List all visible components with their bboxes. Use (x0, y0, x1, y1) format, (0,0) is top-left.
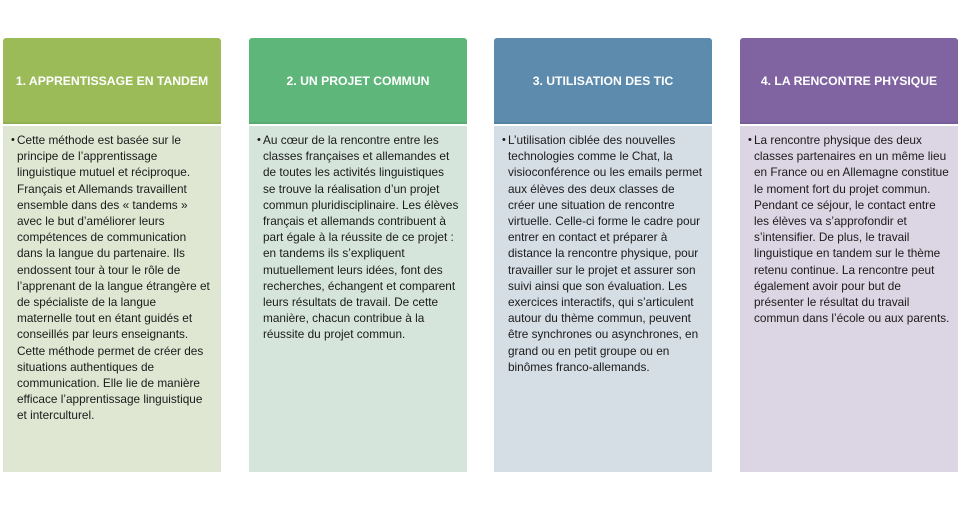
column-la-rencontre-physique (740, 38, 958, 472)
column-title: 3. UTILISATION DES TIC (532, 74, 674, 88)
column-apprentissage-en-tandem (3, 38, 221, 472)
column-un-projet-commun (249, 38, 467, 472)
column-body (249, 126, 467, 472)
bullet-item (748, 132, 950, 326)
bullet-marker: • (257, 134, 261, 146)
column-body (740, 126, 958, 472)
column-header (249, 38, 467, 124)
bullet-marker: • (502, 134, 506, 146)
column-body (494, 126, 712, 472)
column-header (740, 38, 958, 124)
bullet-item (11, 132, 213, 424)
bullet-text: Cette méthode est basée sur le principe de l’apprentissage linguistique mutuel et réciproque. Français et Allemands travaillent ensemble dans des « tandems » avec le but d’améliorer leurs compétences de communication dans la langue du partenaire. Ils endossent tour à tour le rôle de l’apprenant de la langue étrangère et de spécialiste de la langue maternelle tout en étant guidés et conseillés par leurs enseignants. Cette méthode permet de créer des situations authentiques de communication. Elle lie de manière efficace l’apprentissage linguistique et interculturel. (17, 133, 210, 423)
column-utilisation-des-tic (494, 38, 712, 472)
bullet-marker: • (748, 134, 752, 146)
bullet-item (502, 132, 704, 375)
column-title: 2. UN PROJET COMMUN (286, 74, 430, 88)
bullet-text: La rencontre physique des deux classes partenaires en un même lieu en France ou en Allemagne constitue le moment fort du projet commun. Pendant ce séjour, le contact entre les élèves va s’approfondir et s’intensifier. De plus, le travail linguistique en tandem sur le thème retenu continue. La rencontre peut également avoir pour but de présenter le résultat du travail commun dans l’école ou aux parents. (754, 133, 950, 326)
column-header (3, 38, 221, 124)
bullet-text: Au cœur de la rencontre entre les classes françaises et allemandes et de toutes les activités linguistiques se trouve la réalisation d’un projet commun pluridisciplinaire. Les élèves français et allemands contribuent à part égale à la réussite de ce projet : en tandems ils s’expliquent mutuellement leurs idées, font des recherches, échangent et comparent leurs résultats de travail. De cette manière, chacun contribue à la réussite du projet commun. (263, 133, 459, 342)
column-header (494, 38, 712, 124)
column-title: 1. APPRENTISSAGE EN TANDEM (15, 74, 209, 88)
column-title: 4. LA RENCONTRE PHYSIQUE (760, 74, 938, 88)
bullet-item (257, 132, 459, 343)
bullet-marker: • (11, 134, 15, 146)
column-body (3, 126, 221, 472)
bullet-text: L’utilisation ciblée des nouvelles technologies comme le Chat, la visioconférence ou les emails permet aux élèves des deux classes de créer une situation de rencontre virtuelle. Celle-ci forme le cadre pour entrer en contact et préparer à distance la rencontre physique, pour travailler sur le projet et assurer son suivi ainsi que son évaluation. Les exercices interactifs, qui s’articulent autour du thème commun, peuvent être synchrones ou asynchrones, en grand ou en petit groupe ou en binômes franco-allemands. (508, 133, 703, 374)
